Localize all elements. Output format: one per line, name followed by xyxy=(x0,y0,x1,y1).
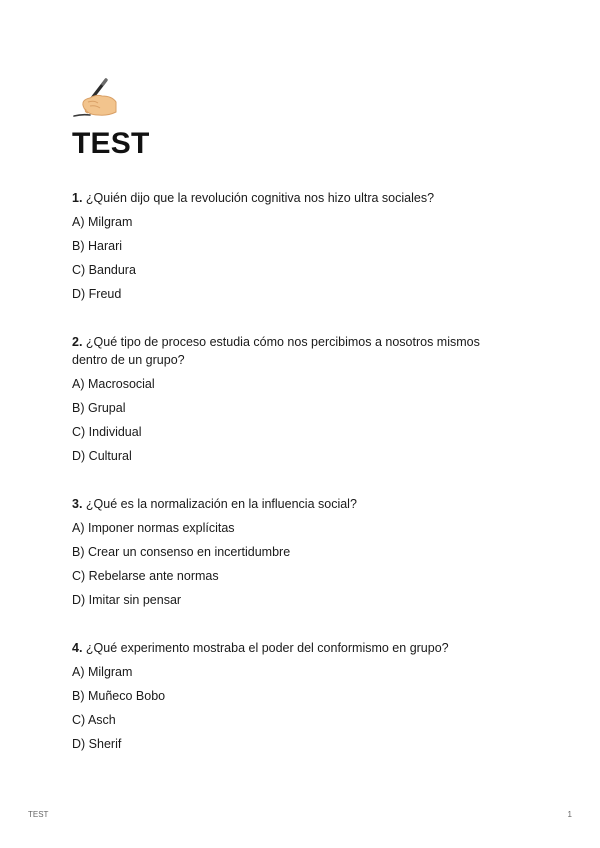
answer-option-d: D) Imitar sin pensar xyxy=(72,593,182,607)
answer-option-d: D) Sherif xyxy=(72,737,122,751)
answer-option-c: C) Rebelarse ante normas xyxy=(72,569,219,583)
question-number: 4. xyxy=(72,641,83,655)
question-number: 1. xyxy=(72,191,83,205)
question-1 xyxy=(72,189,512,309)
question-text xyxy=(72,333,512,369)
answer-option-c: C) Asch xyxy=(72,713,116,727)
answer-option-a: A) Milgram xyxy=(72,665,133,679)
question-3 xyxy=(72,495,512,615)
answer-option-c: C) Individual xyxy=(72,425,142,439)
answer-option-b: B) Muñeco Bobo xyxy=(72,689,166,703)
question-text xyxy=(72,639,512,657)
question-2 xyxy=(72,333,512,471)
answer-option-b: B) Grupal xyxy=(72,401,126,415)
question-text xyxy=(72,189,512,207)
answer-option-b: B) Crear un consenso en incertidumbre xyxy=(72,545,291,559)
page-title: TEST xyxy=(72,127,150,160)
question-list xyxy=(72,189,512,783)
question-prompt: ¿Qué experimento mostraba el poder del conformismo en grupo? xyxy=(85,641,449,655)
question-text xyxy=(72,495,512,513)
footer-page-number: 1 xyxy=(567,810,572,819)
answer-option-a: A) Imponer normas explícitas xyxy=(72,521,235,535)
answer-option-c: C) Bandura xyxy=(72,263,136,277)
question-number: 3. xyxy=(72,497,83,511)
answer-option-d: D) Cultural xyxy=(72,449,132,463)
question-prompt: ¿Qué es la normalización en la influencia social? xyxy=(85,497,357,511)
answer-option-d: D) Freud xyxy=(72,287,122,301)
question-4 xyxy=(72,639,512,759)
answer-option-a: A) Macrosocial xyxy=(72,377,155,391)
answer-option-a: A) Milgram xyxy=(72,215,133,229)
question-number: 2. xyxy=(72,335,83,349)
writing-hand-icon xyxy=(72,78,118,120)
question-prompt: ¿Qué tipo de proceso estudia cómo nos percibimos a nosotros mismos dentro de un grupo? xyxy=(72,335,480,367)
footer-document-title: TEST xyxy=(28,810,49,819)
question-prompt: ¿Quién dijo que la revolución cognitiva nos hizo ultra sociales? xyxy=(85,191,435,205)
answer-option-b: B) Harari xyxy=(72,239,123,253)
